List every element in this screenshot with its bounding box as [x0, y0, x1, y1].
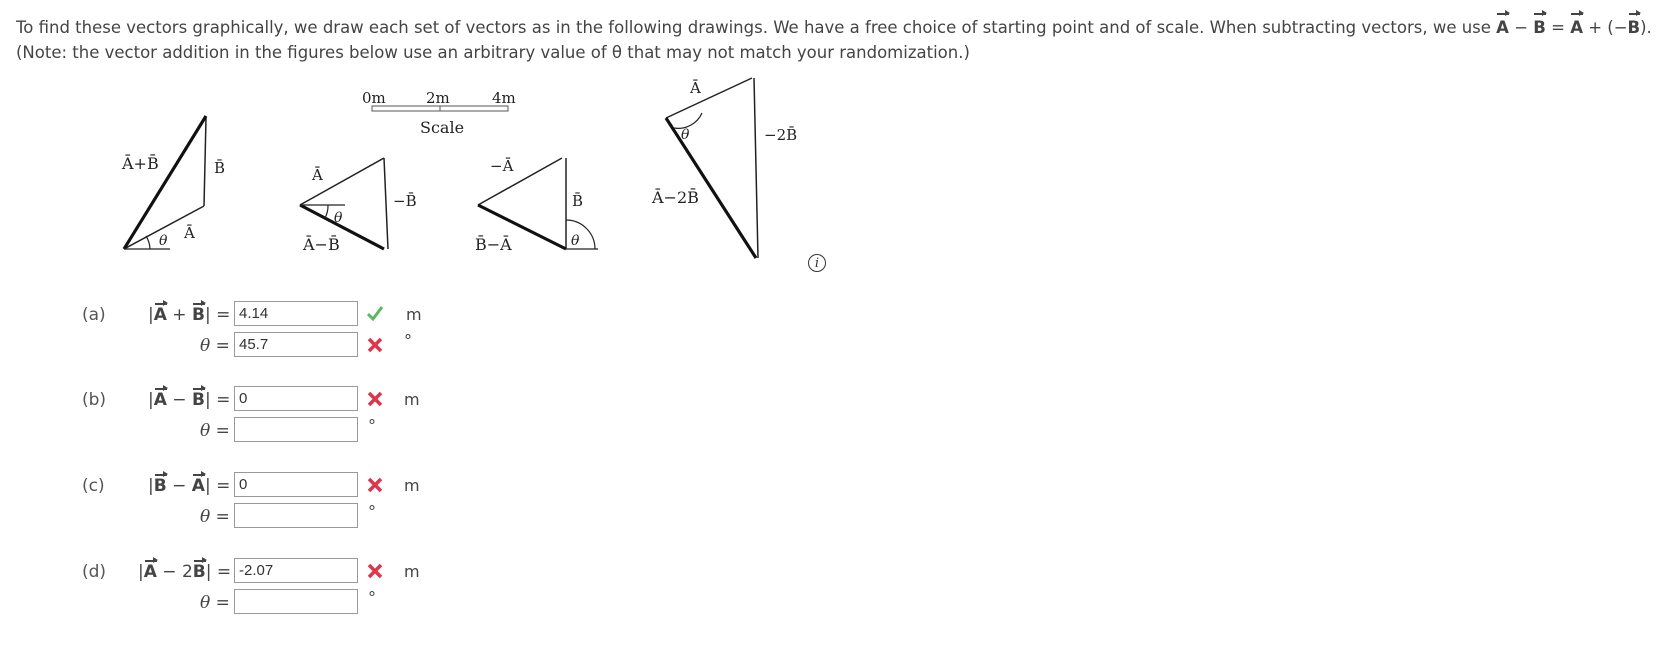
part-b-magnitude-expr: |A − B| = [148, 390, 231, 410]
part-c-angle-unit: ° [368, 502, 376, 521]
part-a-label: (a) [82, 305, 106, 325]
part-d-angle-unit: ° [368, 588, 376, 607]
part-c-angle-expr: θ = [200, 507, 230, 527]
part-c-magnitude-input[interactable]: 0 [234, 472, 358, 497]
part-d-magnitude-input[interactable]: -2.07 [234, 558, 358, 583]
part-a-angle-expr: θ = [200, 336, 230, 356]
intro-line-2: (Note: the vector addition in the figures below use an arbitrary value of θ that may not match your randomization.) [16, 43, 970, 62]
x-icon [366, 476, 384, 494]
part-b-magnitude-input[interactable]: 0 [234, 386, 358, 411]
part-a-angle-unit: ° [404, 331, 412, 350]
scale-tick-4: 4m [492, 89, 516, 107]
part-d-label: (d) [82, 562, 107, 582]
intro-equation: A − B = A + (−B). [1496, 18, 1652, 37]
label-theta-fig4: θ [681, 127, 690, 143]
part-b-label: (b) [82, 390, 107, 410]
scale-tick-2: 2m [426, 89, 450, 107]
scale-label: Scale [420, 118, 465, 137]
label-a-fig2: Ā [312, 166, 323, 184]
figure-a-plus-b [121, 116, 225, 249]
label-theta: θ [159, 233, 168, 249]
scale-tick-0: 0m [362, 89, 386, 107]
part-c-label: (c) [82, 476, 105, 496]
scale-bar [362, 89, 516, 137]
label-a-minus-b: Ā−B̄ [303, 235, 340, 254]
x-icon [366, 336, 384, 354]
part-d-angle-input[interactable] [234, 589, 358, 614]
part-d-magnitude-unit: m [404, 562, 420, 581]
figure-a-minus-2b [651, 78, 797, 258]
figure-a-minus-b [300, 158, 417, 254]
label-a: Ā [184, 224, 195, 242]
x-icon [366, 562, 384, 580]
check-icon [366, 304, 384, 322]
part-b-angle-unit: ° [368, 416, 376, 435]
part-b-angle-expr: θ = [200, 421, 230, 441]
label-b-fig3: B̄ [572, 192, 584, 210]
label-b-minus-a: B̄−Ā [475, 235, 512, 254]
label-theta-fig3: θ [571, 233, 580, 249]
part-b-angle-input[interactable] [234, 417, 358, 442]
x-icon [366, 390, 384, 408]
label-neg-2b: −2B̄ [764, 126, 798, 144]
label-a-fig4: Ā [690, 79, 701, 97]
part-a-angle-input[interactable]: 45.7 [234, 332, 358, 357]
part-c-magnitude-unit: m [404, 476, 420, 495]
part-a-magnitude-input[interactable]: 4.14 [234, 301, 358, 326]
part-b-magnitude-unit: m [404, 390, 420, 409]
label-neg-a: −Ā [490, 157, 514, 175]
figure-b-minus-a [475, 157, 598, 254]
label-b: B̄ [214, 159, 226, 177]
part-a-magnitude-expr: |A + B| = [148, 305, 231, 325]
part-d-magnitude-expr: |A − 2B| = [138, 562, 232, 582]
info-icon[interactable]: i [808, 254, 826, 272]
label-theta-fig2: θ [334, 210, 343, 226]
label-a-minus-2b: Ā−2B̄ [652, 188, 699, 207]
part-c-angle-input[interactable] [234, 503, 358, 528]
label-neg-b: −B̄ [393, 192, 417, 210]
intro-text: To find these vectors graphically, we draw each set of vectors as in the following drawings. We have a free choice of starting point and of scale. When subtracting vectors, we use [16, 18, 1497, 37]
label-a-plus-b: Ā+B̄ [122, 154, 159, 173]
part-d-angle-expr: θ = [200, 593, 230, 613]
part-c-magnitude-expr: |B − A| = [148, 476, 231, 496]
part-a-magnitude-unit: m [406, 305, 422, 324]
